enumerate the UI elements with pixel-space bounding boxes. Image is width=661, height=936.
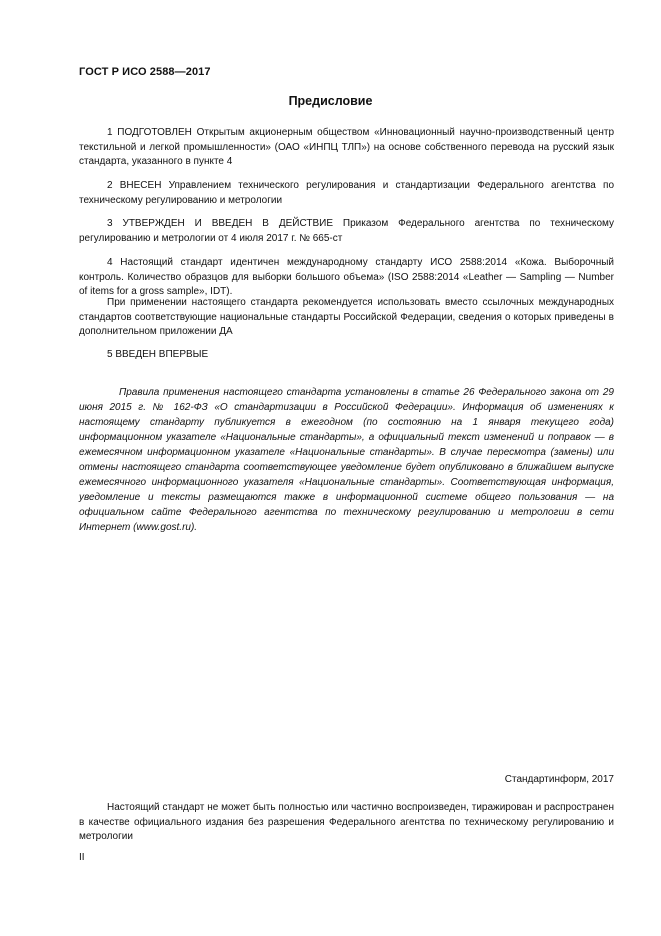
document-code: ГОСТ Р ИСО 2588—2017 xyxy=(79,66,211,78)
item-2-submitted: 2 ВНЕСЕН Управлением технического регулирования и стандартизации Федерального агентства по техническому регулированию и метрологии xyxy=(79,180,614,206)
item-4-note: При применении настоящего стандарта рекомендуется использовать вместо ссылочных международных стандартов соответствующие национальные стандарты Российской Федерации, сведения о которых приведены в дополнительном приложении ДА xyxy=(79,297,614,337)
item-3-approved: 3 УТВЕРЖДЕН И ВВЕДЕН В ДЕЙСТВИЕ Приказом Федерального агентства по техническому регулированию и метрологии от 4 июля 2017 г. № 665-ст xyxy=(79,218,614,244)
copyright-notice: Настоящий стандарт не может быть полностью или частично воспроизведен, тиражирован и распространен в качестве официального издания без разрешения Федерального агентства по техническому регулированию и метрологии xyxy=(79,802,614,842)
item-5-first-introduced: 5 ВВЕДЕН ВПЕРВЫЕ xyxy=(107,349,209,360)
publisher-line: Стандартинформ, 2017 xyxy=(504,774,614,785)
application-rules-notice: Правила применения настоящего стандарта установлены в статье 26 Федерального закона от 29 июня 2015 г. № 162-ФЗ «О стандартизации в Российской Федерации». Информация об изменениях к настоящему стандарту публикуется в ежегодном (по состоянию на 1 января текущего года) информационном указателе «Национальные стандарты», а официальный текст изменений и поправок — в ежемесячном информационном указателе «Национальные стандарты». В случае пересмотра (замены) или отмены настоящего стандарта соответствующее уведомление будет опубликовано в ближайшем выпуске ежемесячного информационного указателя «Национальные стандарты». Соответствующая информация, уведомление и тексты размещаются также в информационной системе общего пользования — на официальном сайте Федерального агентства по техническому регулированию и метрологии в сети Интернет (www.gost.ru). xyxy=(79,387,614,533)
item-1-prepared: 1 ПОДГОТОВЛЕН Открытым акционерным обществом «Инновационный научно-производственный центр текстильной и легкой промышленности» (ОАО «ИНПЦ ТЛП») на основе собственного перевода на русский язык стандарта, указанного в пункте 4 xyxy=(79,127,614,167)
item-4-identical: 4 Настоящий стандарт идентичен международному стандарту ИСО 2588:2014 «Кожа. Выборочный контроль. Количество образцов для выборки большого объема» (ISO 2588:2014 «Leather — Sampling — Number of items for a gross sample», IDT). xyxy=(79,257,614,297)
page-number: II xyxy=(79,852,85,863)
page-title: Предисловие xyxy=(288,94,373,108)
